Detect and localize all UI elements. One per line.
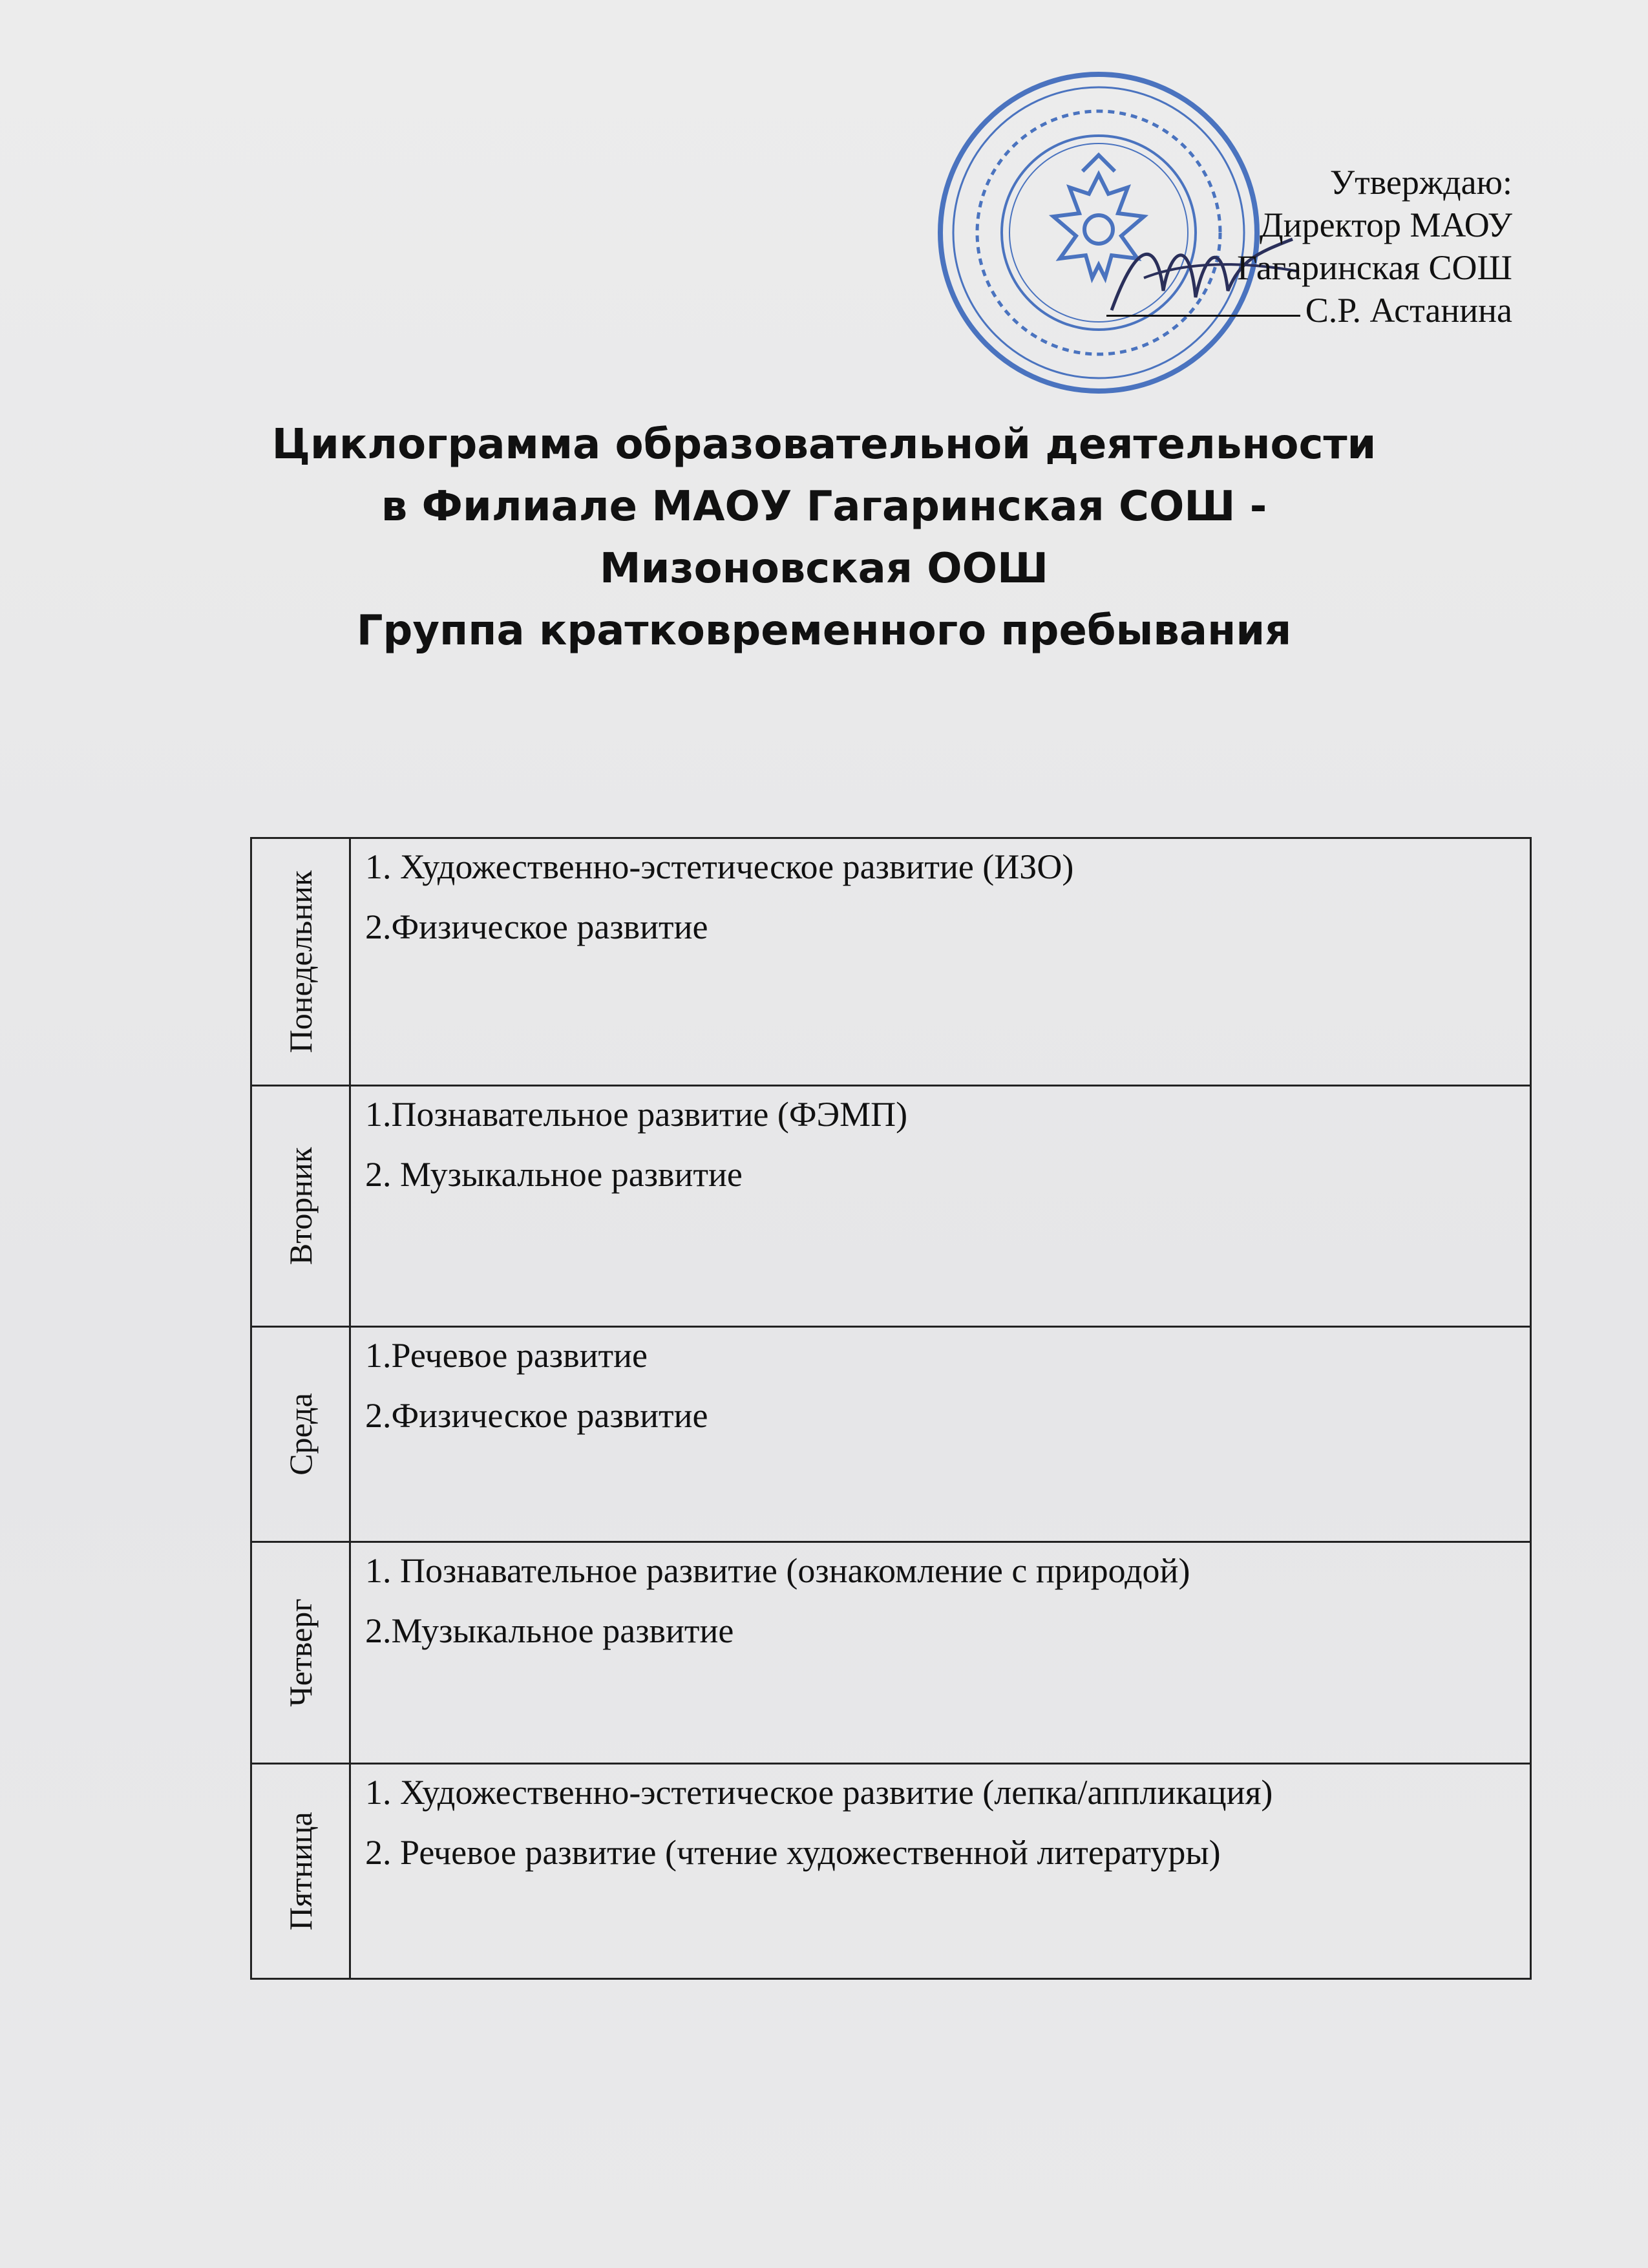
activities-cell: [350, 1086, 1531, 1327]
activity-item: 2.Физическое развитие: [365, 1396, 708, 1436]
signatory-line: [1106, 290, 1512, 332]
activity-item: 2. Речевое развитие (чтение художественной литературы): [365, 1833, 1221, 1872]
school-name: Гагаринская СОШ: [1237, 248, 1512, 287]
activities-cell: [350, 1542, 1531, 1764]
day-label: Вторник: [282, 1147, 319, 1266]
signatory-name: С.Р. Астанина: [1305, 290, 1512, 330]
day-label: Четверг: [282, 1598, 319, 1707]
director-position: Директор МАОУ: [1259, 205, 1512, 244]
activity-item: 2. Музыкальное развитие: [365, 1155, 743, 1194]
title-line-3: Мизоновская ООШ: [599, 545, 1049, 593]
title-line-1: Циклограмма образовательной деятельности: [271, 421, 1377, 469]
day-cell: [251, 1327, 350, 1542]
activity-item: 1.Познавательное развитие (ФЭМП): [365, 1095, 908, 1134]
approval-heading: Утверждаю:: [1329, 163, 1512, 202]
table-row: [251, 1542, 1531, 1764]
activity-item: 1. Познавательное развитие (ознакомление с природой): [365, 1551, 1190, 1590]
day-label: Пятница: [282, 1812, 319, 1931]
day-cell: [251, 1542, 350, 1764]
table-row: [251, 1764, 1531, 1979]
activity-item: 2.Музыкальное развитие: [365, 1611, 734, 1651]
activity-item: 1.Речевое развитие: [365, 1336, 648, 1375]
signature-line: [1106, 315, 1300, 317]
title-line-2: в Филиале МАОУ Гагаринская СОШ -: [381, 483, 1267, 531]
table-row: [251, 1327, 1531, 1542]
activities-cell: [350, 838, 1531, 1086]
activities-cell: [350, 1764, 1531, 1979]
day-cell: [251, 1086, 350, 1327]
table-row: [251, 1086, 1531, 1327]
schedule-table: [250, 837, 1532, 1980]
approval-block: [1106, 162, 1512, 332]
activity-item: 1. Художественно-эстетическое развитие (лепка/аппликация): [365, 1773, 1273, 1812]
activities-cell: [350, 1327, 1531, 1542]
day-cell: [251, 1764, 350, 1979]
activity-item: 1. Художественно-эстетическое развитие (ИЗО): [365, 847, 1074, 886]
day-label: Среда: [282, 1393, 319, 1476]
day-cell: [251, 838, 350, 1086]
table-row: [251, 838, 1531, 1086]
activity-item: 2.Физическое развитие: [365, 907, 708, 947]
title-line-4: Группа кратковременного пребывания: [356, 607, 1292, 655]
document-title: [0, 414, 1648, 662]
day-label: Понедельник: [282, 870, 319, 1054]
